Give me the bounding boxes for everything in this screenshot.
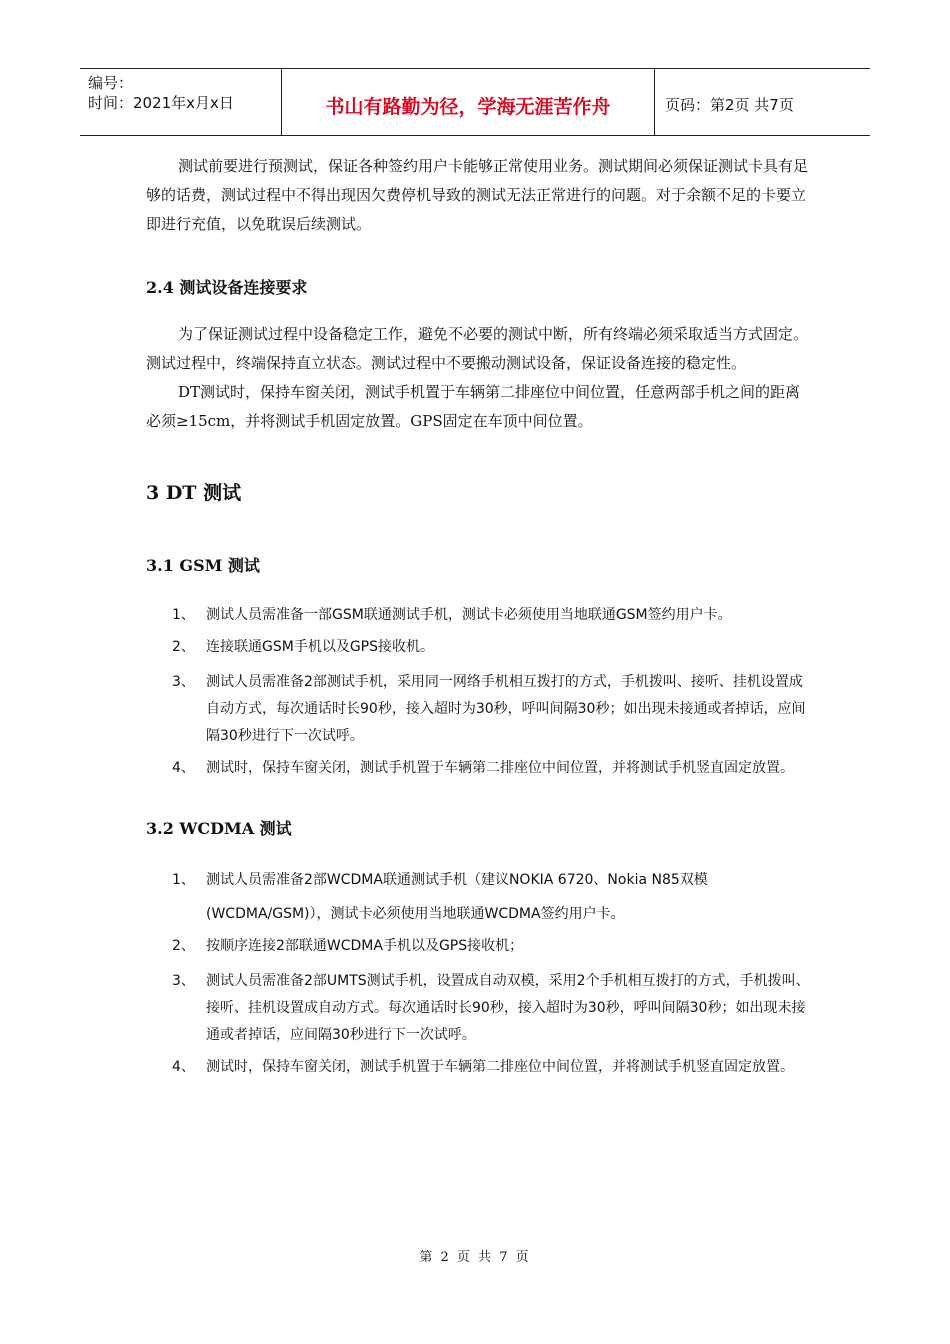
list-item-text: 测试时，保持车窗关闭，测试手机置于车辆第二排座位中间位置，并将测试手机竖直固定放置。 bbox=[206, 760, 794, 776]
header-meta bbox=[80, 69, 282, 135]
list-item-text: 测试人员需准备一部GSM联通测试手机，测试卡必须使用当地联通GSM签约用户卡。 bbox=[206, 607, 732, 623]
list-item-text: 测试人员需准备2部测试手机，采用同一网络手机相互拨打的方式，手机拨叫、接听、挂机设置成自动方式，每次通话时长90秒，接入超时为30秒，呼叫间隔30秒；如出现未接通或者掉话，应间隔30秒进行下一次试呼。 bbox=[206, 674, 806, 744]
section-3-1-list bbox=[146, 598, 810, 786]
list-item bbox=[146, 634, 810, 661]
page-footer: 第 2 页 共 7 页 bbox=[419, 1250, 531, 1265]
list-item-text: 测试时，保持车窗关闭，测试手机置于车辆第二排座位中间位置，并将测试手机竖直固定放置。 bbox=[206, 1059, 794, 1075]
list-item-text: 测试人员需准备2部UMTS测试手机，设置成自动双模，采用2个手机相互拨打的方式，手机拨叫、接听、挂机设置成自动方式。每次通话时长90秒，接入超时为30秒，呼叫间隔30秒；如出现未接通或者掉话，应间隔30秒进行下一次试呼。 bbox=[206, 973, 810, 1043]
list-item bbox=[146, 1049, 810, 1085]
section-2-4-paragraph-2: DT测试时，保持车窗关闭，测试手机置于车辆第二排座位中间位置，任意两部手机之间的距离必须≥15cm，并将测试手机固定放置。GPS固定在车顶中间位置。 bbox=[146, 383, 801, 430]
section-3-1-heading: 3.1 GSM 测试 bbox=[146, 556, 260, 575]
document-date: 时间：2021年x月x日 bbox=[88, 94, 234, 112]
header-page-info: 页码：第2页 共7页 bbox=[665, 95, 794, 114]
document-number-label: 编号： bbox=[88, 74, 134, 92]
list-item bbox=[146, 968, 810, 1049]
list-item-number: 2、 bbox=[172, 639, 195, 655]
list-item-text: 按顺序连接2部联通WCDMA手机以及GPS接收机； bbox=[206, 938, 524, 954]
header-motto: 书山有路勤为径，学海无涯苦作舟 bbox=[282, 69, 655, 135]
list-item-number: 1、 bbox=[172, 607, 195, 623]
section-2-4-heading: 2.4 测试设备连接要求 bbox=[146, 278, 308, 297]
list-item bbox=[146, 863, 810, 931]
page-header bbox=[80, 68, 870, 136]
list-item bbox=[146, 669, 810, 750]
list-item-number: 4、 bbox=[172, 760, 195, 776]
list-item-number: 3、 bbox=[172, 973, 195, 989]
list-item-number: 2、 bbox=[172, 938, 195, 954]
list-item bbox=[146, 598, 810, 632]
list-item-text: 测试人员需准备2部WCDMA联通测试手机（建议NOKIA 6720、Nokia N85双模(WCDMA/GSM)），测试卡必须使用当地联通WCDMA签约用户卡。 bbox=[206, 872, 708, 922]
document-body bbox=[146, 152, 810, 1085]
section-3-heading: 3 DT 测试 bbox=[146, 482, 242, 504]
list-item bbox=[146, 750, 810, 786]
list-item-number: 1、 bbox=[172, 872, 195, 888]
section-3-2-heading: 3.2 WCDMA 测试 bbox=[146, 819, 292, 838]
section-2-4-paragraph-1: 为了保证测试过程中设备稳定工作，避免不必要的测试中断，所有终端必须采取适当方式固定。测试过程中，终端保持直立状态。测试过程中不要搬动测试设备，保证设备连接的稳定性。 bbox=[146, 325, 809, 372]
list-item bbox=[146, 933, 810, 960]
intro-paragraph: 测试前要进行预测试，保证各种签约用户卡能够正常使用业务。测试期间必须保证测试卡具有足够的话费，测试过程中不得出现因欠费停机导致的测试无法正常进行的问题。对于余额不足的卡要立即进行充值，以免耽误后续测试。 bbox=[146, 157, 809, 233]
list-item-text: 连接联通GSM手机以及GPS接收机。 bbox=[206, 639, 434, 655]
list-item-number: 3、 bbox=[172, 674, 195, 690]
list-item-number: 4、 bbox=[172, 1059, 195, 1075]
section-3-2-list bbox=[146, 863, 810, 1085]
